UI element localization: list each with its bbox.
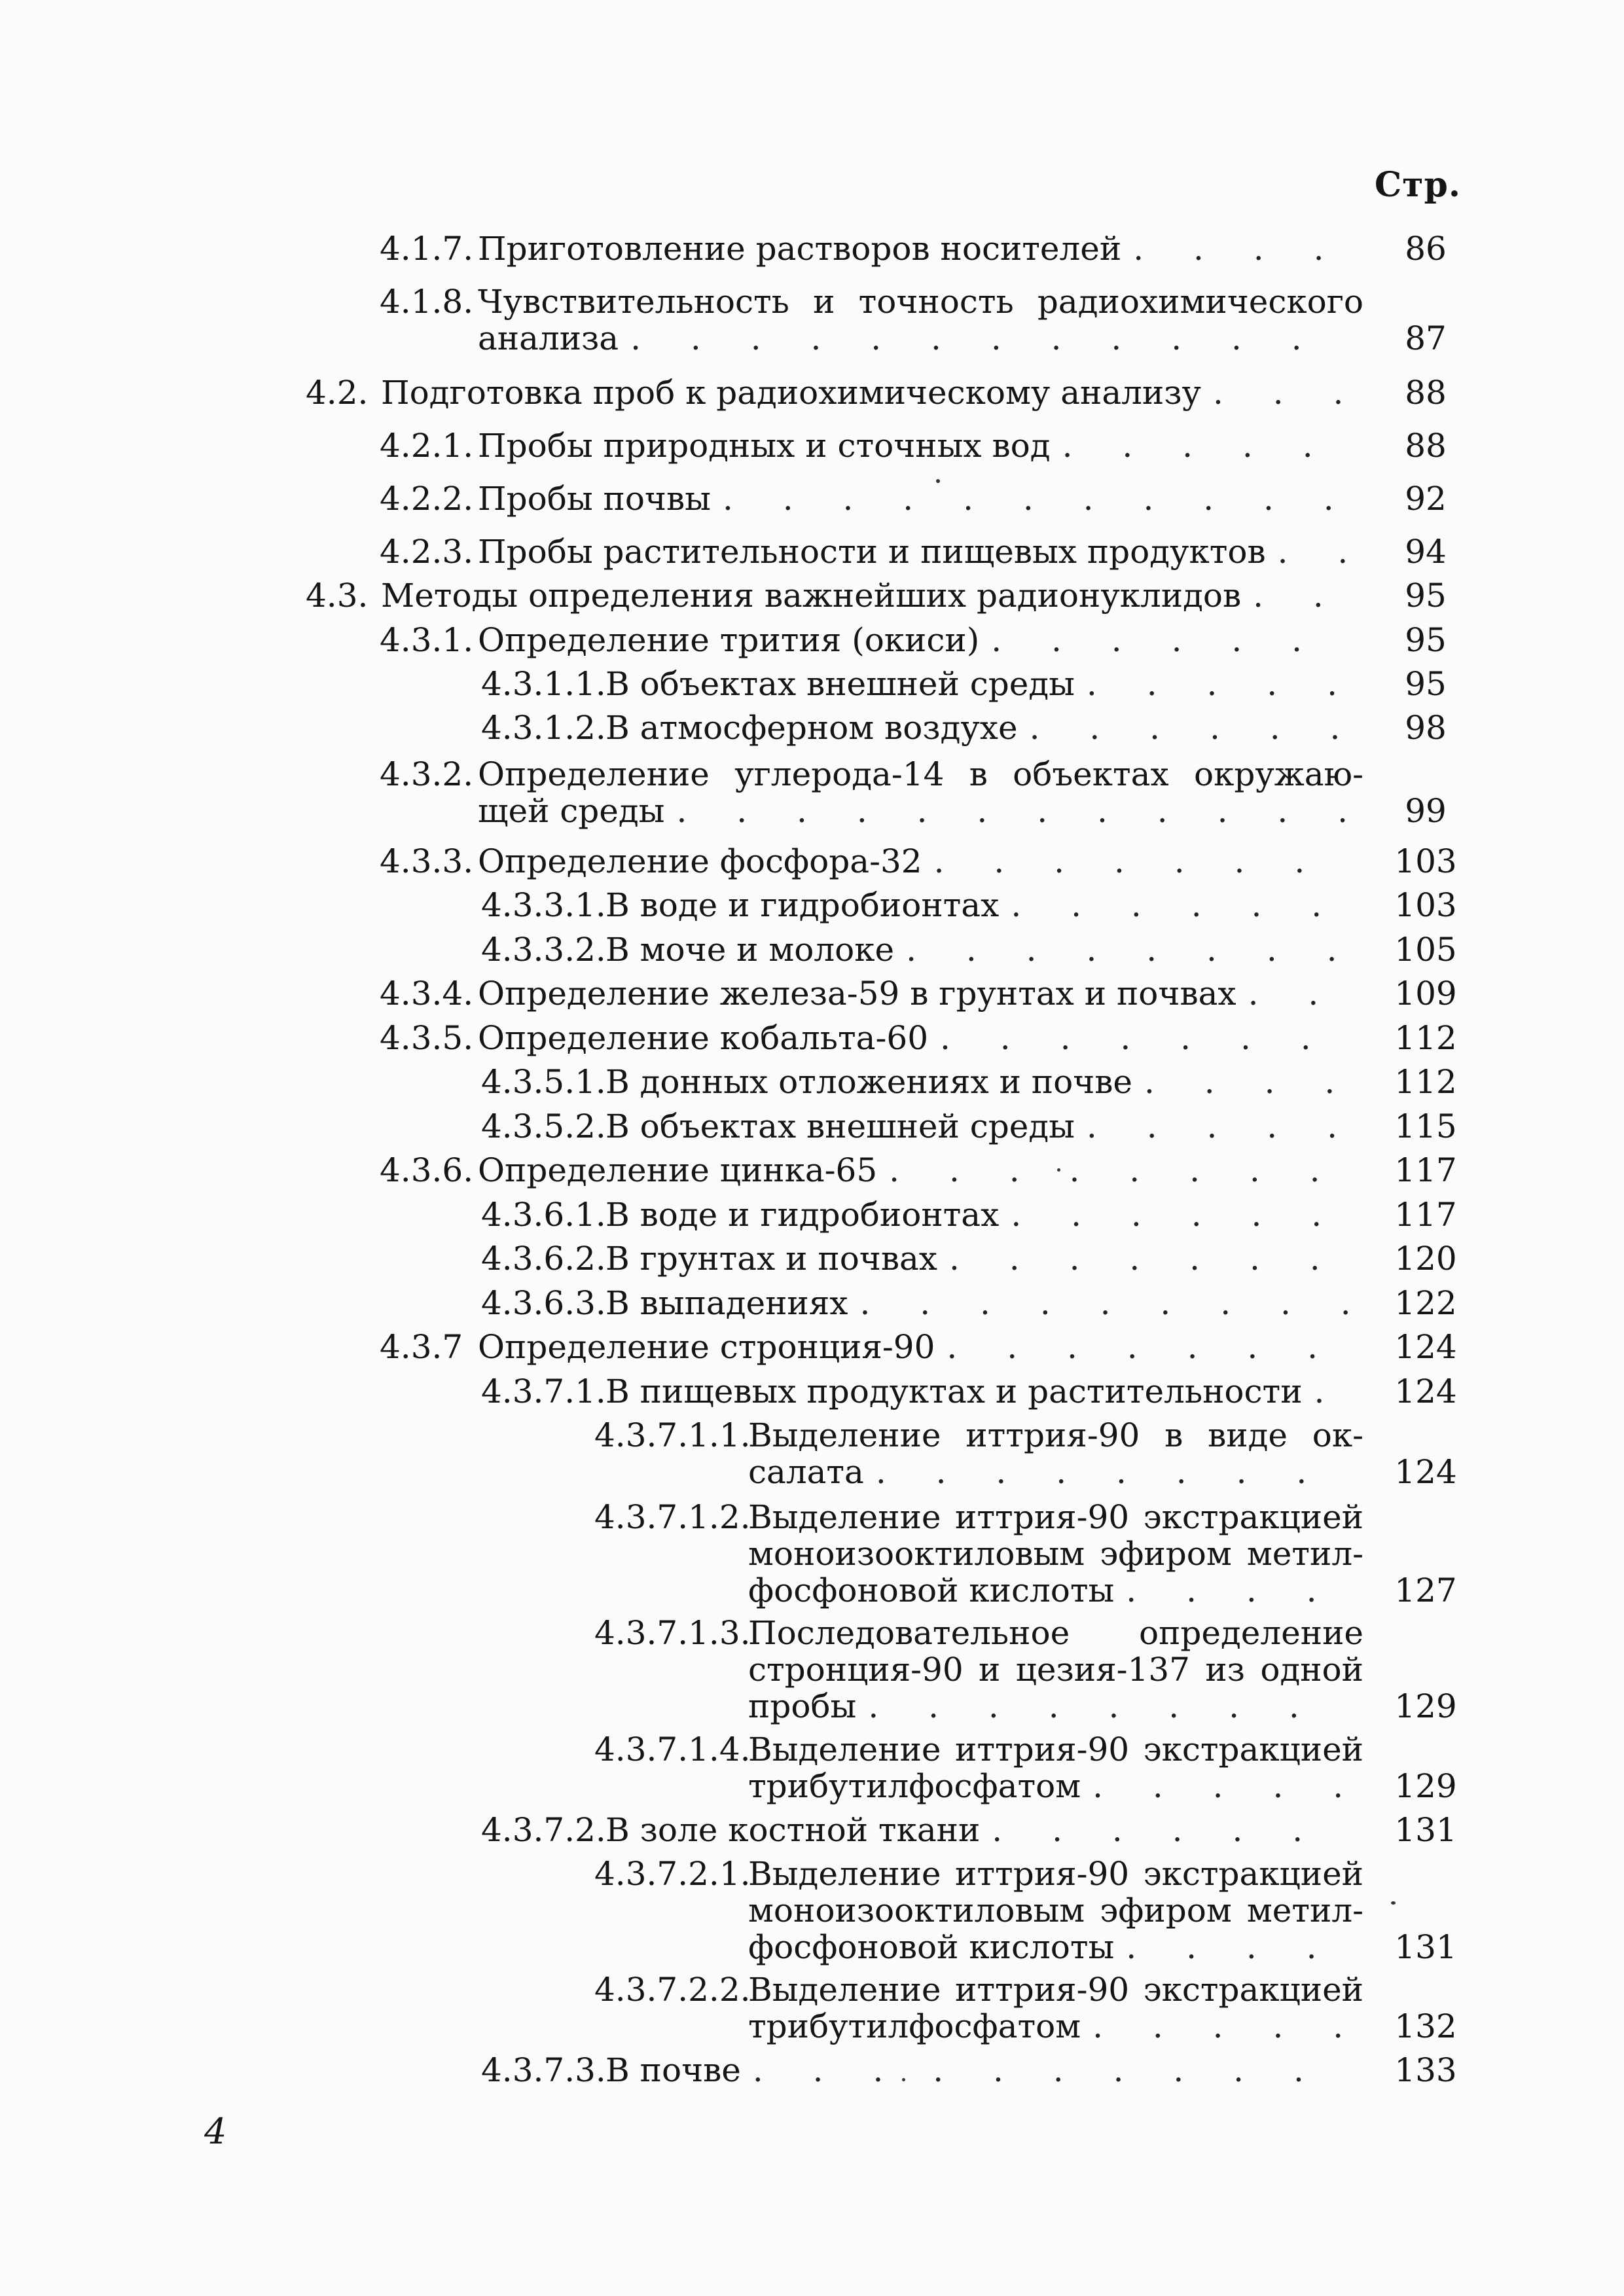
toc-entry-title — [748, 1499, 1363, 1609]
toc-entry-title-continuation: фосфоновой кислоты — [748, 1571, 1115, 1609]
toc-entry-title-text: Определение трития (окиси) — [478, 621, 980, 659]
toc-entry-title-text: В выпадениях — [605, 1284, 848, 1322]
toc-entry-page: 127 — [1394, 1571, 1457, 1609]
toc-entry-page: 95 — [1405, 665, 1447, 703]
toc-entry-page: 112 — [1394, 1063, 1457, 1101]
toc-entry-title — [478, 533, 1363, 570]
dot-leader — [868, 1688, 1350, 1725]
dot-leader — [906, 931, 1350, 968]
toc-entry-number: 4.3.7 — [380, 1328, 463, 1366]
toc-entry-number: 4.3.5.2. — [481, 1107, 606, 1145]
toc-entry-title-text: В грунтах и почвах — [605, 1240, 938, 1278]
toc-entry-page: 124 — [1394, 1328, 1457, 1366]
dot-leader — [1011, 887, 1350, 924]
toc-entry-title — [605, 1064, 1363, 1100]
toc-entry-title-text: Определение железа-59 в грунтах и почвах — [478, 975, 1236, 1013]
toc-entry-page: 92 — [1405, 480, 1447, 518]
toc-entry-page: 94 — [1405, 533, 1447, 571]
toc-entry — [380, 427, 1462, 464]
toc-entry — [380, 230, 1462, 267]
toc-entry-number: 4.2.3. — [380, 533, 474, 571]
toc-entry-number: 4.3.7.2. — [481, 1811, 606, 1849]
dot-leader — [934, 843, 1350, 880]
toc-entry-title-text: В почве — [605, 2051, 741, 2089]
page-number: 4 — [204, 2111, 227, 2152]
toc-entry-number: 4.3.2. — [380, 755, 474, 793]
toc-entry-title — [748, 1615, 1363, 1725]
toc-entry-title-text: Методы определения важнейших радионуклидов — [381, 577, 1242, 615]
toc-entry-title — [478, 622, 1363, 658]
toc-entry-title-text: Определение фосфора-32 — [478, 842, 922, 880]
toc-entry-title — [605, 1240, 1363, 1277]
toc-entry-page: 132 — [1394, 2007, 1457, 2045]
toc-entry — [594, 1615, 1462, 1725]
dot-leader — [1213, 374, 1350, 411]
toc-entry-page: 120 — [1394, 1240, 1457, 1278]
toc-entry-title-text: В моче и молоке — [605, 931, 895, 969]
scan-speck — [936, 479, 940, 483]
dot-leader — [1087, 666, 1350, 702]
toc-entry-page: 86 — [1405, 230, 1447, 268]
toc-entry-page: 124 — [1394, 1372, 1457, 1410]
scan-speck — [1391, 1901, 1396, 1905]
dot-leader — [1314, 1373, 1350, 1410]
toc-entry — [306, 577, 1462, 614]
toc-entry — [481, 709, 1462, 746]
dot-leader — [676, 793, 1350, 829]
dot-leader — [1126, 1572, 1350, 1609]
toc-entry-title-text: Чувствительность и точность радиохимического — [478, 283, 1363, 321]
toc-entry-number: 4.3.7.1. — [481, 1372, 606, 1410]
toc-entry-page: 88 — [1405, 427, 1447, 465]
toc-entry — [481, 1196, 1462, 1233]
toc-entry-number: 4.3.3. — [380, 842, 474, 880]
toc-entry — [594, 1499, 1462, 1609]
toc-entry-title-text: В пищевых продуктах и растительности — [605, 1372, 1303, 1410]
toc-entry-title — [478, 1329, 1363, 1365]
toc-entry-title — [478, 427, 1363, 464]
toc-entry-number: 4.3.1. — [380, 621, 474, 659]
toc-entry-number: 4.2.1. — [380, 427, 474, 465]
toc-entry — [481, 887, 1462, 924]
toc-entry-title-text: Выделение иттрия-90 в виде ок- — [748, 1416, 1363, 1454]
toc-entry-number: 4.3.6.1. — [481, 1196, 606, 1234]
scan-speck — [1057, 1168, 1060, 1172]
toc-entry-page: 131 — [1394, 1811, 1457, 1849]
toc-entry — [380, 622, 1462, 658]
toc-entry-page: 99 — [1405, 792, 1447, 830]
toc-entry-title-text: Определение кобальта-60 — [478, 1019, 929, 1057]
toc-entry-title-text: Определение стронция-90 — [478, 1328, 935, 1366]
toc-entry-number: 4.3.5.1. — [481, 1063, 606, 1101]
toc-entry-title-text: Выделение иттрия-90 экстракцией — [748, 1731, 1363, 1768]
toc-entry-title — [478, 480, 1363, 517]
toc-entry-title-text: В донных отложениях и почве — [605, 1063, 1133, 1101]
toc-entry — [380, 1020, 1462, 1056]
toc-entry-page: 129 — [1394, 1687, 1457, 1725]
toc-entry-title-continuation: щей среды — [478, 792, 665, 830]
toc-entry-title-text: В объектах внешней среды — [605, 1107, 1075, 1145]
toc-entry-title — [605, 1812, 1363, 1848]
dot-leader — [859, 1285, 1350, 1321]
toc-entry — [481, 1373, 1462, 1410]
toc-entry-title — [478, 1020, 1363, 1056]
dot-leader — [1133, 230, 1350, 267]
toc-entry — [306, 374, 1462, 411]
toc-entry-page: 131 — [1394, 1928, 1457, 1966]
toc-entry-number: 4.3.7.3. — [481, 2051, 606, 2089]
toc-entry — [380, 975, 1462, 1012]
toc-entry — [594, 1731, 1462, 1804]
toc-entry-title-text: В объектах внешней среды — [605, 665, 1075, 703]
toc-entry-title — [478, 283, 1363, 357]
toc-entry-title-text: Пробы растительности и пищевых продуктов — [478, 533, 1266, 571]
toc-entry — [594, 1417, 1462, 1490]
dot-leader — [876, 1454, 1350, 1490]
toc-entry-page: 87 — [1405, 319, 1447, 357]
toc-entry-title — [748, 1971, 1363, 2045]
toc-entry-page: 129 — [1394, 1767, 1457, 1805]
toc-entry-number: 4.2. — [306, 374, 369, 412]
toc-entry-title — [478, 975, 1363, 1012]
toc-entry — [481, 1285, 1462, 1321]
dot-leader — [1248, 975, 1350, 1012]
toc-entry — [380, 1329, 1462, 1365]
dot-leader — [949, 1240, 1350, 1277]
toc-entry-page: 103 — [1394, 886, 1457, 924]
toc-entry-title — [605, 2052, 1363, 2089]
toc-entry — [380, 480, 1462, 517]
toc-entry-page: 103 — [1394, 842, 1457, 880]
toc-entry-title — [478, 1152, 1363, 1189]
toc-entry-page: 117 — [1394, 1151, 1457, 1189]
toc-entry-title — [381, 577, 1363, 614]
dot-leader — [1126, 1929, 1350, 1965]
toc-entry-number: 4.3.3.1. — [481, 886, 606, 924]
toc-entry-title-text: Выделение иттрия-90 экстракцией моноизооктиловым эфиром метил- — [748, 1498, 1363, 1573]
toc-entry-title-text: Определение цинка-65 — [478, 1151, 878, 1189]
dot-leader — [630, 320, 1350, 357]
toc-entry-number: 4.1.8. — [380, 283, 474, 321]
scan-speck — [902, 2078, 905, 2081]
dot-leader — [1253, 577, 1350, 614]
toc-entry — [594, 1971, 1462, 2045]
toc-entry-number: 4.3.3.2. — [481, 931, 606, 969]
toc-entry — [481, 2052, 1462, 2089]
toc-entry-number: 4.3. — [306, 577, 369, 615]
dot-leader — [753, 2052, 1350, 2089]
toc-entry-page: 117 — [1394, 1196, 1457, 1234]
toc-entry-title-text: Приготовление растворов носителей — [478, 230, 1122, 268]
toc-entry-number: 4.3.7.1.3. — [594, 1614, 751, 1652]
dot-leader — [1278, 533, 1350, 570]
toc-entry-number: 4.2.2. — [380, 480, 474, 518]
toc-entry-title — [478, 230, 1363, 267]
toc-entry-title — [605, 666, 1363, 702]
toc-entry-title-text: Подготовка проб к радиохимическому анализу — [381, 374, 1201, 412]
dot-leader — [947, 1329, 1350, 1365]
toc-entry-title — [478, 843, 1363, 880]
page-column-header: Стр. — [1374, 165, 1461, 205]
toc-entry-page: 88 — [1405, 374, 1447, 412]
toc-entry-page: 98 — [1405, 709, 1447, 747]
toc-entry — [481, 1240, 1462, 1277]
toc-entry-title — [605, 1196, 1363, 1233]
toc-entry-number: 4.3.6. — [380, 1151, 474, 1189]
toc-entry — [380, 533, 1462, 570]
toc-entry — [481, 666, 1462, 702]
toc-entry-page: 105 — [1394, 931, 1457, 969]
toc-entry-page: 115 — [1394, 1107, 1457, 1145]
toc-entry-title-text: В золе костной ткани — [605, 1811, 981, 1849]
toc-entry-title — [605, 709, 1363, 746]
toc-entry-title — [605, 887, 1363, 924]
toc-entry-number: 4.1.7. — [380, 230, 474, 268]
toc-entry-title-continuation: трибутилфосфатом — [748, 2007, 1081, 2045]
toc-entry-title-continuation: анализа — [478, 319, 619, 357]
toc-entry-page: 95 — [1405, 577, 1447, 615]
toc-entry-number: 4.3.6.3. — [481, 1284, 606, 1322]
toc-entry-title-text: В воде и гидробионтах — [605, 1196, 1000, 1234]
toc-entry-title-text: Выделение иттрия-90 экстракцией моноизооктиловым эфиром метил- — [748, 1855, 1363, 1929]
toc-entry-number: 4.3.1.1. — [481, 665, 606, 703]
dot-leader — [1144, 1064, 1350, 1100]
toc-entry-title — [381, 374, 1363, 411]
toc-entry-title-text: Определение углерода-14 в объектах окружаю- — [478, 755, 1363, 793]
toc-entry-title — [605, 1285, 1363, 1321]
dot-leader — [1030, 709, 1350, 746]
toc-entry-number: 4.3.5. — [380, 1019, 474, 1057]
toc-entry-title-text: Последовательное определение стронция-90 и цезия-137 из одной — [748, 1614, 1363, 1689]
toc-entry-title-continuation: фосфоновой кислоты — [748, 1928, 1115, 1966]
toc-entry-title-continuation: салата — [748, 1453, 864, 1491]
dot-leader — [1092, 2008, 1350, 2045]
toc-entry — [481, 1812, 1462, 1848]
toc-entry — [380, 1152, 1462, 1189]
toc-entry-page: 124 — [1394, 1453, 1457, 1491]
toc-entry-title — [478, 756, 1363, 829]
toc-entry-title — [605, 931, 1363, 968]
toc-entry-title — [748, 1856, 1363, 1965]
toc-entry-title — [748, 1731, 1363, 1804]
toc-entry — [380, 756, 1462, 829]
toc-entry — [481, 1108, 1462, 1145]
dot-leader — [1011, 1196, 1350, 1233]
toc-entry-title-continuation: трибутилфосфатом — [748, 1767, 1081, 1805]
toc-entry-page: 112 — [1394, 1019, 1457, 1057]
dot-leader — [1092, 1768, 1350, 1804]
toc-entry — [481, 931, 1462, 968]
toc-entry-number: 4.3.1.2. — [481, 709, 606, 747]
toc-entry-number: 4.3.7.1.1. — [594, 1416, 751, 1454]
toc-entry — [481, 1064, 1462, 1100]
toc-entry-title-text: Выделение иттрия-90 экстракцией — [748, 1971, 1363, 2009]
dot-leader — [940, 1020, 1350, 1056]
toc-entry-title-text: В воде и гидробионтах — [605, 886, 1000, 924]
toc-entry-number: 4.3.7.2.1. — [594, 1855, 751, 1893]
toc-entry-number: 4.3.7.2.2. — [594, 1971, 751, 2009]
toc-entry-number: 4.3.6.2. — [481, 1240, 606, 1278]
toc-entry — [380, 843, 1462, 880]
toc-entry-page: 95 — [1405, 621, 1447, 659]
toc-entry — [594, 1856, 1462, 1965]
dot-leader — [1087, 1108, 1350, 1145]
toc-entry-number: 4.3.4. — [380, 975, 474, 1013]
dot-leader — [889, 1152, 1350, 1189]
toc-entry-title-text: В атмосферном воздухе — [605, 709, 1018, 747]
toc-entry-title-continuation: пробы — [748, 1687, 857, 1725]
dot-leader — [723, 480, 1350, 517]
toc-entry-title-text: Пробы природных и сточных вод — [478, 427, 1051, 465]
toc-entry-title — [605, 1373, 1363, 1410]
toc-entry-page: 133 — [1394, 2051, 1457, 2089]
toc-entry — [380, 283, 1462, 357]
toc-entry-page: 109 — [1394, 975, 1457, 1013]
dot-leader — [1062, 427, 1350, 464]
toc-entry-title — [605, 1108, 1363, 1145]
toc-entry-title — [748, 1417, 1363, 1490]
toc-entry-number: 4.3.7.1.4. — [594, 1731, 751, 1768]
dot-leader — [991, 622, 1350, 658]
toc-entry-page: 122 — [1394, 1284, 1457, 1322]
toc-entry-title-text: Пробы почвы — [478, 480, 711, 518]
dot-leader — [992, 1812, 1350, 1848]
toc-entry-number: 4.3.7.1.2. — [594, 1498, 751, 1536]
